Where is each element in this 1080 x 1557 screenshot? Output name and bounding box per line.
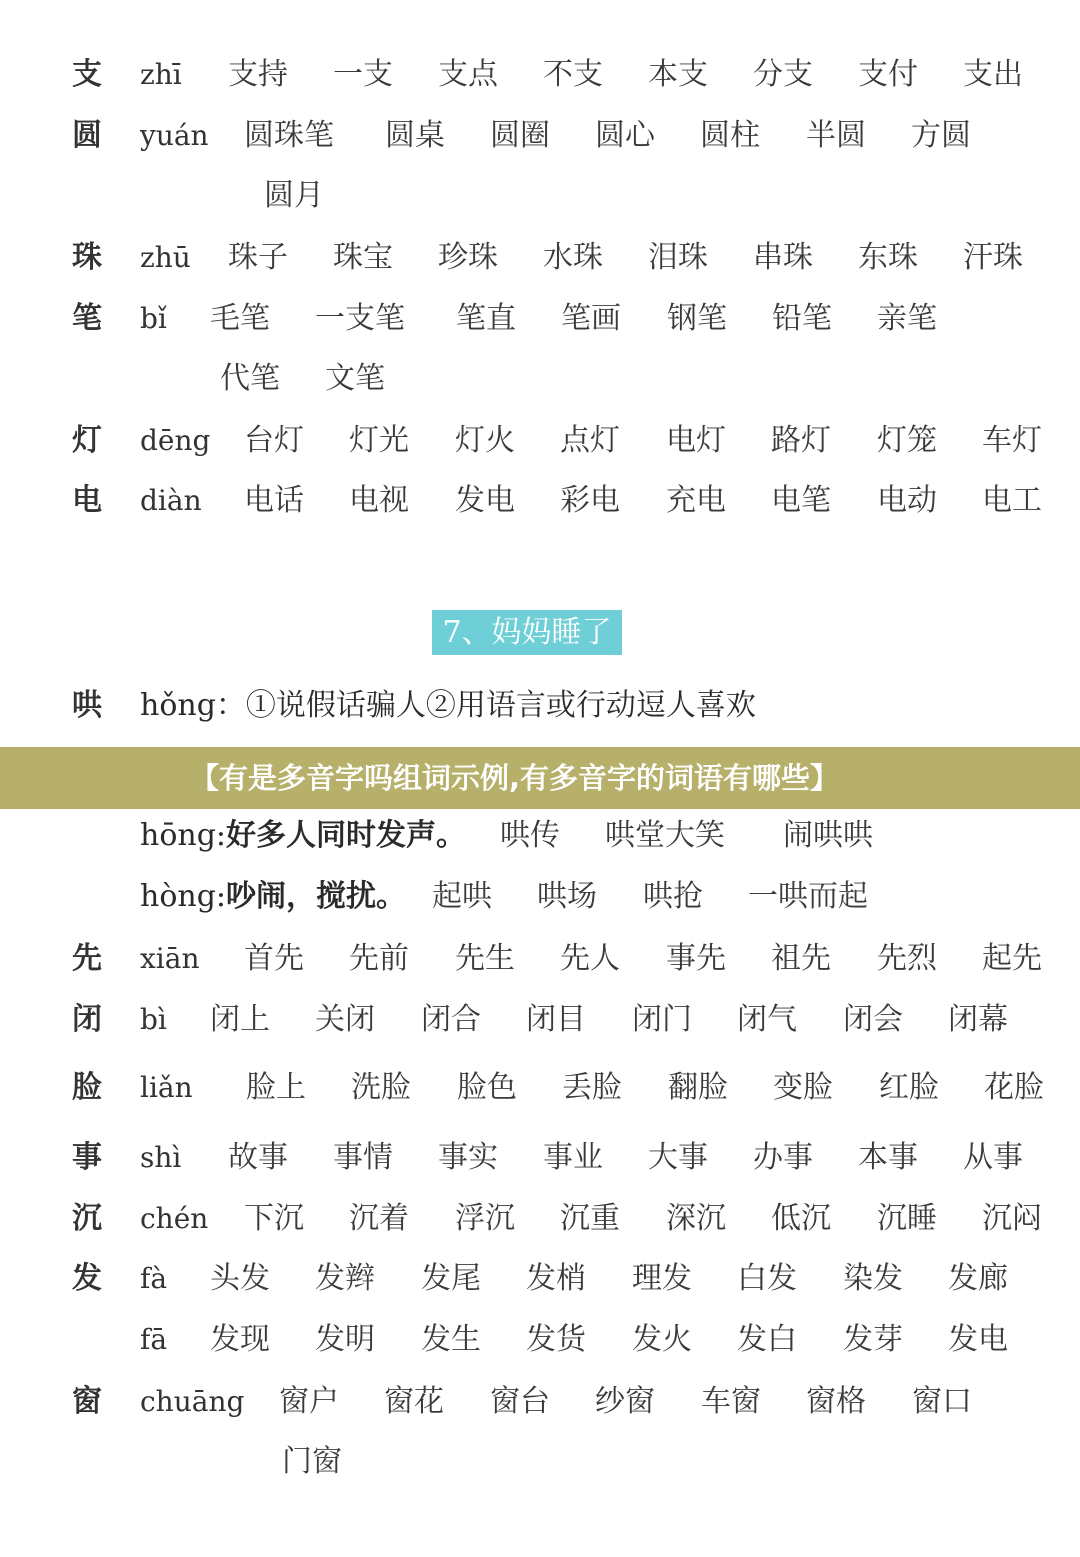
word: 头发	[210, 1261, 270, 1296]
entry-pinyin: xiān	[140, 942, 200, 975]
entry-row	[0, 872, 1080, 922]
entry-pinyin: fā	[140, 1323, 168, 1356]
word: 彩电	[560, 483, 620, 518]
word: 本支	[648, 57, 708, 92]
word: 先烈	[877, 941, 937, 976]
word: 纱窗	[595, 1384, 655, 1419]
word: 发明	[315, 1322, 375, 1357]
entry-pinyin: yuán	[140, 119, 209, 152]
word: 理发	[632, 1261, 692, 1296]
meaning-text: 吵闹，搅扰。	[226, 879, 407, 914]
word: 下沉	[244, 1201, 304, 1236]
word: 铅笔	[772, 301, 832, 336]
entry-char: 珠	[72, 240, 102, 275]
word: 窗口	[912, 1384, 972, 1419]
entry-row	[0, 50, 1080, 100]
word: 不支	[543, 57, 603, 92]
word: 一支	[333, 57, 393, 92]
word: 发电	[455, 483, 515, 518]
word: 丢脸	[562, 1070, 622, 1105]
word: 电动	[877, 483, 937, 518]
word: 圆月	[264, 178, 324, 213]
word: 白发	[737, 1261, 797, 1296]
entry-pinyin: bǐ	[140, 302, 167, 335]
entry-pinyin: dēng	[140, 424, 211, 457]
pinyin-label: hòng:	[140, 879, 227, 914]
word: 水珠	[543, 240, 603, 275]
word: 串珠	[753, 240, 813, 275]
entry-row	[0, 416, 1080, 466]
entry-pinyin: shì	[140, 1141, 182, 1174]
word: 台灯	[244, 423, 304, 458]
word: 窗格	[806, 1384, 866, 1419]
word: 车窗	[701, 1384, 761, 1419]
entry-row	[0, 934, 1080, 984]
word: 沉着	[349, 1201, 409, 1236]
entry-row	[0, 811, 1080, 861]
word: 电灯	[666, 423, 726, 458]
word: 翻脸	[668, 1070, 728, 1105]
entry-row	[0, 476, 1080, 526]
word: 笔画	[561, 301, 621, 336]
word: 方圆	[911, 118, 971, 153]
word: 发白	[737, 1322, 797, 1357]
entry-pinyin: diàn	[140, 484, 202, 517]
word: 发廊	[948, 1261, 1008, 1296]
word: 电话	[244, 483, 304, 518]
word: 闭会	[843, 1002, 903, 1037]
word: 大事	[648, 1140, 708, 1175]
entry-row	[0, 1315, 1080, 1365]
word: 圆桌	[385, 118, 445, 153]
word: 文笔	[325, 361, 385, 396]
word: 支持	[228, 57, 288, 92]
word: 深沉	[666, 1201, 726, 1236]
word: 支点	[438, 57, 498, 92]
word: 亲笔	[877, 301, 937, 336]
entry-pinyin: fà	[140, 1262, 168, 1295]
word: 事情	[333, 1140, 393, 1175]
entry-char: 发	[72, 1261, 102, 1296]
word: 花脸	[984, 1070, 1044, 1105]
word: 一支笔	[315, 301, 405, 336]
reading-line	[140, 811, 466, 861]
entry-char: 哄	[72, 688, 102, 723]
word: 灯笼	[877, 423, 937, 458]
word: 圆心	[595, 118, 655, 153]
word: 窗台	[490, 1384, 550, 1419]
word: 电视	[349, 483, 409, 518]
word: 泪珠	[648, 240, 708, 275]
word: 圆珠笔	[244, 118, 334, 153]
entry-char: 先	[72, 941, 102, 976]
word: 染发	[843, 1261, 903, 1296]
entry-pinyin: liǎn	[140, 1071, 193, 1104]
entry-row-continued	[0, 354, 1080, 404]
word: 珠子	[228, 240, 288, 275]
pinyin-label: hōng:	[140, 818, 227, 853]
entry-row	[0, 681, 1080, 731]
word: 先人	[560, 941, 620, 976]
word: 关闭	[315, 1002, 375, 1037]
word: 闭上	[210, 1002, 270, 1037]
word: 路灯	[771, 423, 831, 458]
reading-line	[140, 872, 406, 922]
entry-row-continued	[0, 1437, 1080, 1487]
word: 闹哄哄	[783, 818, 873, 853]
meaning-text: 好多人同时发声。	[226, 818, 467, 853]
word: 发辫	[315, 1261, 375, 1296]
word: 发电	[948, 1322, 1008, 1357]
word: 闭气	[737, 1002, 797, 1037]
word: 起先	[982, 941, 1042, 976]
section-title: 7、妈妈睡了	[432, 610, 622, 655]
word: 发尾	[421, 1261, 481, 1296]
title-banner: 【有是多音字吗组词示例,有多音字的词语有哪些】	[0, 747, 1080, 809]
word: 哄场	[537, 879, 597, 914]
word: 珍珠	[438, 240, 498, 275]
entry-meaning: hǒng：①说假话骗人②用语言或行动逗人喜欢	[140, 688, 756, 723]
entry-row	[0, 1133, 1080, 1183]
word: 东珠	[858, 240, 918, 275]
entry-row	[0, 1194, 1080, 1244]
word: 本事	[858, 1140, 918, 1175]
entry-char: 事	[72, 1140, 102, 1175]
entry-char: 闭	[72, 1002, 102, 1037]
entry-row	[0, 233, 1080, 283]
word: 窗花	[384, 1384, 444, 1419]
word: 分支	[753, 57, 813, 92]
entry-pinyin: bì	[140, 1003, 167, 1036]
word: 闭目	[526, 1002, 586, 1037]
word: 灯光	[349, 423, 409, 458]
word: 沉闷	[982, 1201, 1042, 1236]
word: 哄传	[500, 818, 560, 853]
word: 发芽	[843, 1322, 903, 1357]
word: 发火	[632, 1322, 692, 1357]
entry-row	[0, 1377, 1080, 1427]
word: 红脸	[879, 1070, 939, 1105]
word: 首先	[244, 941, 304, 976]
word: 哄抢	[643, 879, 703, 914]
word: 办事	[753, 1140, 813, 1175]
entry-char: 笔	[72, 301, 102, 336]
word: 先生	[455, 941, 515, 976]
entry-row	[0, 294, 1080, 344]
word: 圆圈	[490, 118, 550, 153]
word: 珠宝	[333, 240, 393, 275]
word: 发梢	[526, 1261, 586, 1296]
word: 毛笔	[210, 301, 270, 336]
word: 洗脸	[351, 1070, 411, 1105]
word: 圆柱	[700, 118, 760, 153]
word: 电工	[982, 483, 1042, 518]
entry-char: 沉	[72, 1201, 102, 1236]
word: 事先	[666, 941, 726, 976]
word: 发货	[526, 1322, 586, 1357]
word: 脸上	[246, 1070, 306, 1105]
word: 钢笔	[667, 301, 727, 336]
word: 闭合	[421, 1002, 481, 1037]
word: 汗珠	[963, 240, 1023, 275]
entry-char: 脸	[72, 1070, 102, 1105]
word: 充电	[666, 483, 726, 518]
entry-row	[0, 111, 1080, 161]
word: 发现	[210, 1322, 270, 1357]
word: 车灯	[982, 423, 1042, 458]
word: 祖先	[771, 941, 831, 976]
word: 一哄而起	[748, 879, 868, 914]
word: 点灯	[560, 423, 620, 458]
entry-char: 圆	[72, 118, 102, 153]
entry-pinyin: chuāng	[140, 1385, 245, 1418]
word: 支付	[858, 57, 918, 92]
word: 哄堂大笑	[605, 818, 725, 853]
word: 事实	[438, 1140, 498, 1175]
entry-char: 支	[72, 57, 102, 92]
word: 沉睡	[877, 1201, 937, 1236]
word: 故事	[228, 1140, 288, 1175]
entry-char: 灯	[72, 423, 102, 458]
word: 窗户	[279, 1384, 339, 1419]
entry-pinyin: zhī	[140, 58, 182, 91]
word: 支出	[963, 57, 1023, 92]
word: 半圆	[806, 118, 866, 153]
word: 笔直	[456, 301, 516, 336]
word: 发生	[421, 1322, 481, 1357]
word: 门窗	[282, 1444, 342, 1479]
word: 沉重	[560, 1201, 620, 1236]
word: 从事	[963, 1140, 1023, 1175]
word: 先前	[349, 941, 409, 976]
entry-row	[0, 1063, 1080, 1113]
entry-row	[0, 995, 1080, 1045]
entry-char: 窗	[72, 1384, 102, 1419]
word: 起哄	[432, 879, 492, 914]
entry-char: 电	[72, 483, 102, 518]
word: 闭幕	[948, 1002, 1008, 1037]
word: 灯火	[455, 423, 515, 458]
word: 低沉	[771, 1201, 831, 1236]
word: 代笔	[220, 361, 280, 396]
word: 脸色	[457, 1070, 517, 1105]
entry-pinyin: chén	[140, 1202, 209, 1235]
word: 电笔	[771, 483, 831, 518]
word: 变脸	[773, 1070, 833, 1105]
word: 闭门	[632, 1002, 692, 1037]
entry-row	[0, 1254, 1080, 1304]
entry-pinyin: zhū	[140, 241, 191, 274]
word: 事业	[543, 1140, 603, 1175]
word: 浮沉	[455, 1201, 515, 1236]
entry-row-continued	[0, 171, 1080, 221]
